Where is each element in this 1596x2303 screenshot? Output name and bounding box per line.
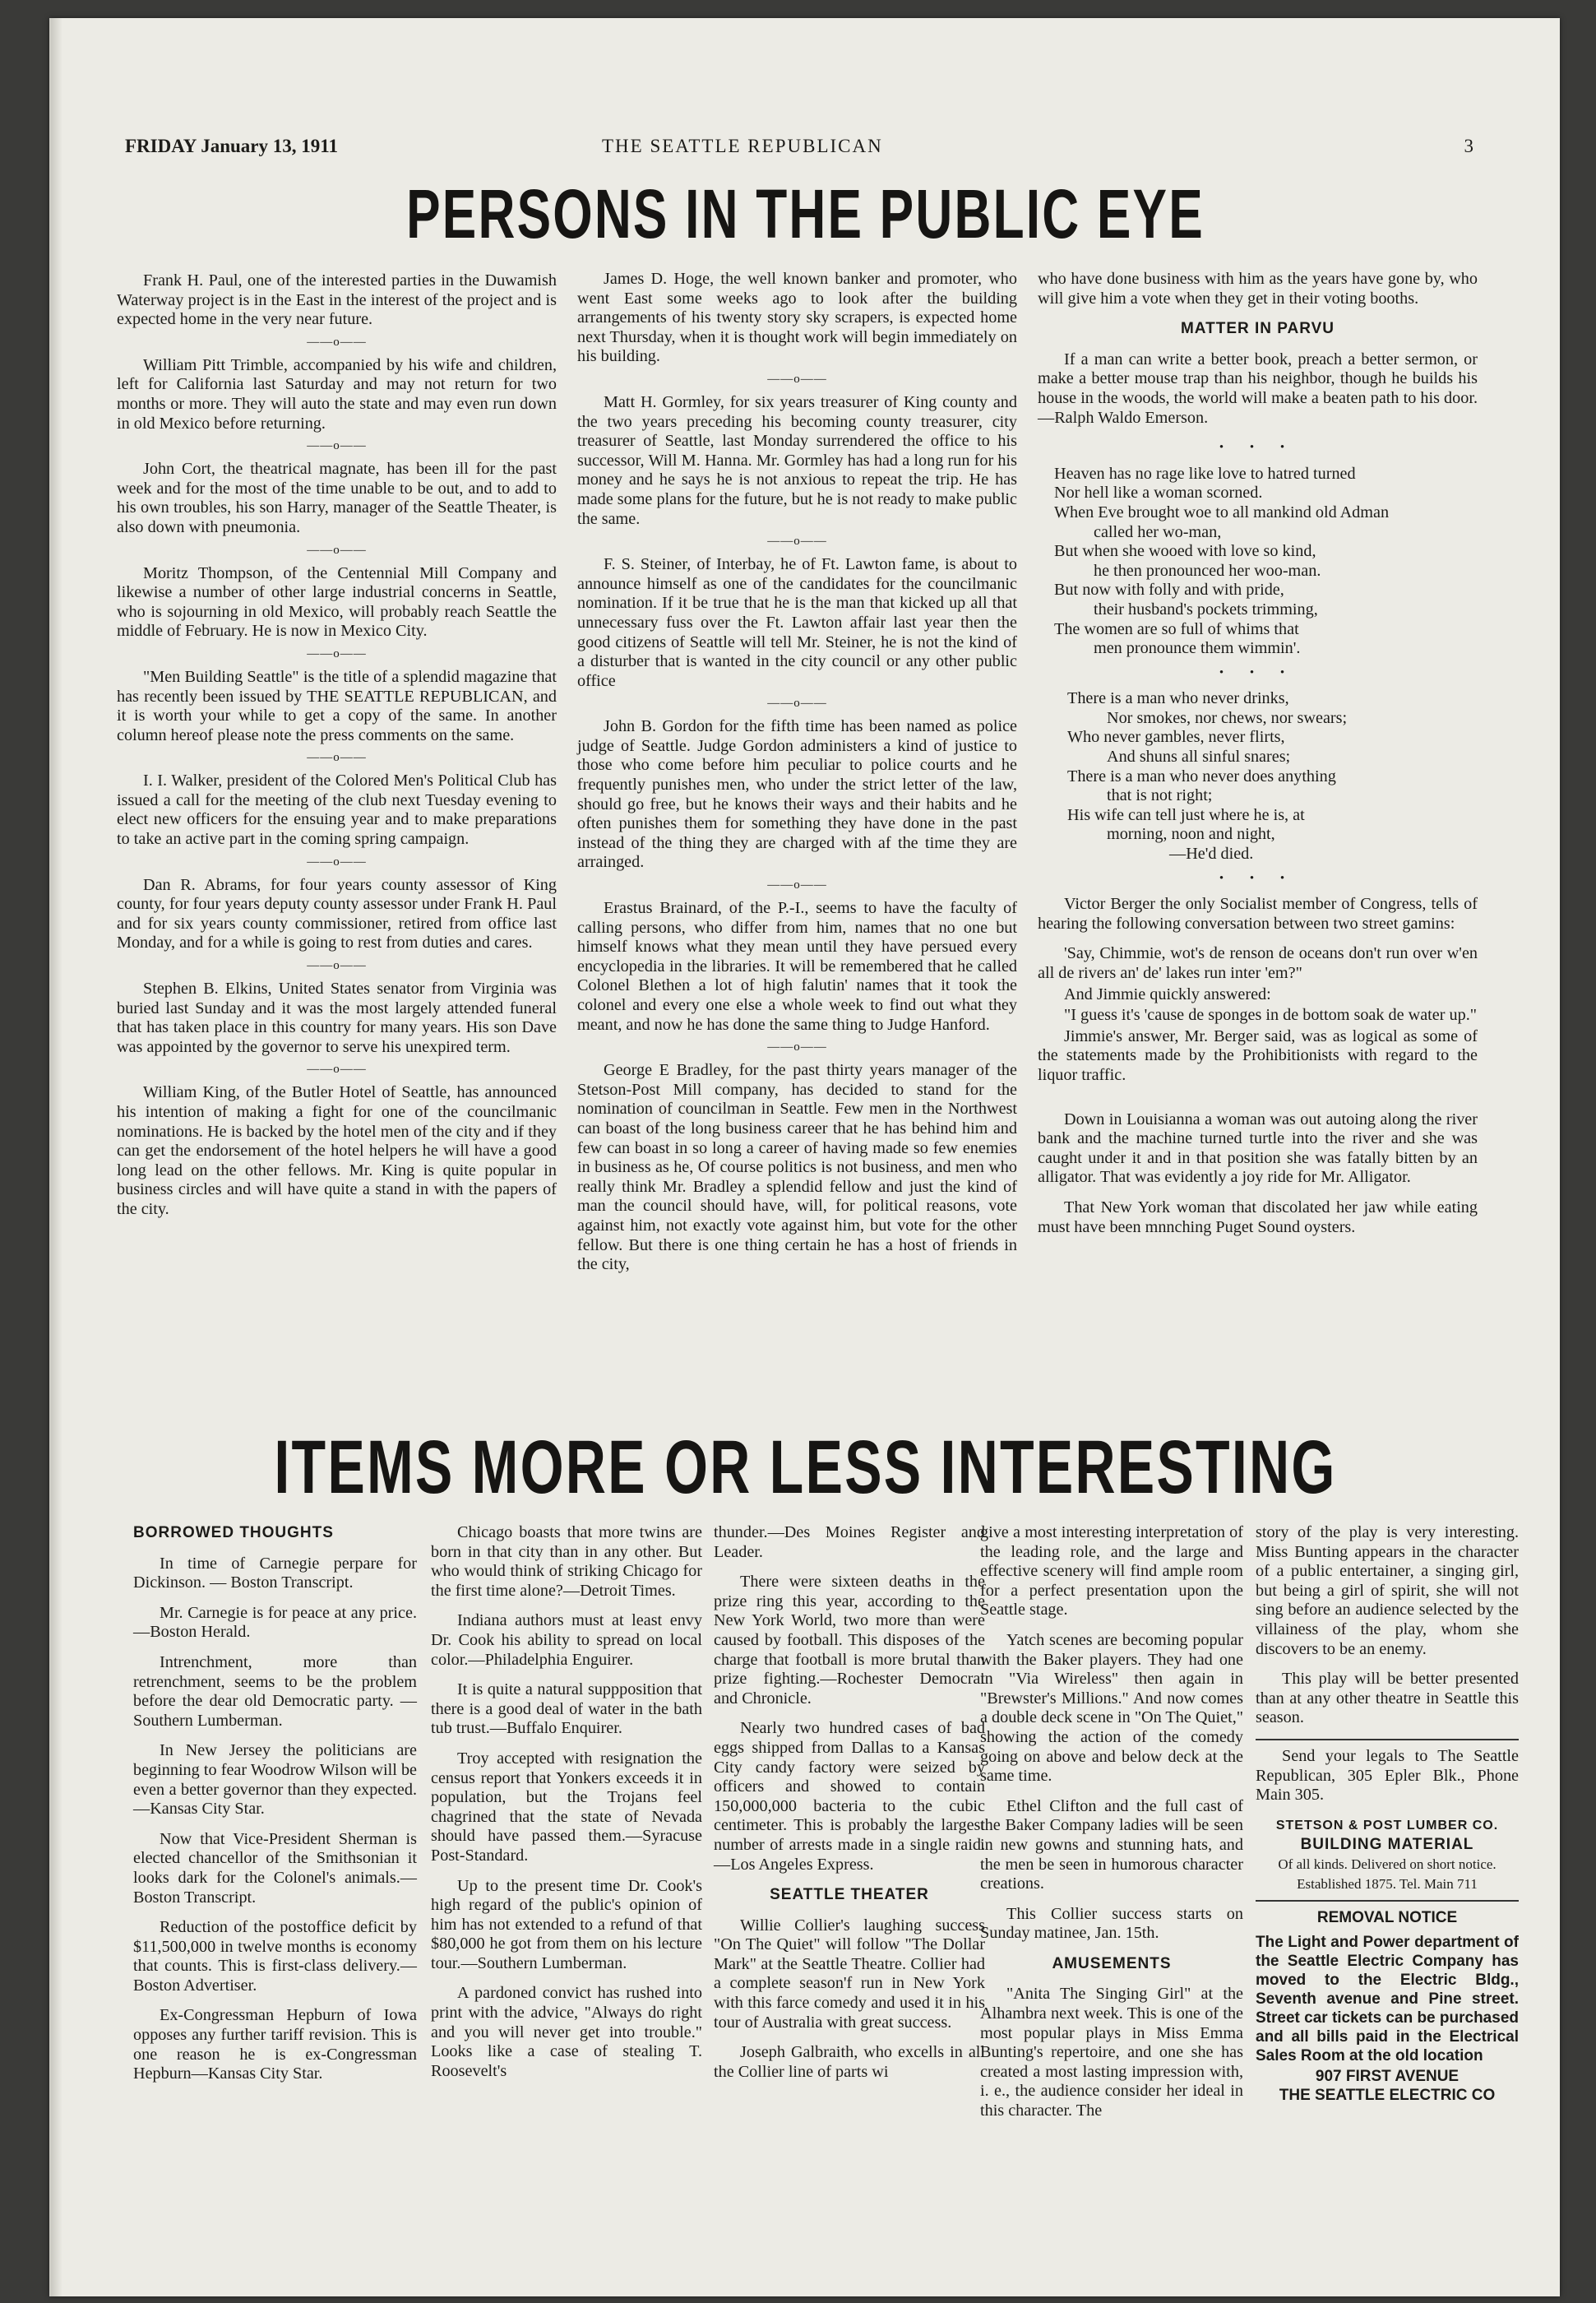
separator: ——o——: [307, 1063, 367, 1077]
column-subhead-borrowed-thoughts: BORROWED THOUGHTS: [133, 1524, 334, 1541]
page-fold-shadow: [51, 18, 62, 2296]
separator: ——o——: [307, 646, 367, 660]
persons-column-1: [117, 271, 557, 1230]
poem-line: His wife can tell just where he is, at: [1067, 805, 1305, 824]
poem-line: morning, noon and night,: [1107, 825, 1275, 844]
article-paragraph: Troy accepted with resignation the census report that Yonkers exceeds it in population, but the Trojans feel chagrined that the state of Nevada should have passed them.—Syracuse Post-Standard.: [431, 1749, 702, 1865]
article-paragraph: Erastus Brainard, of the P.-I., seems to have the faculty of calling persons, who differ from him, names that no one but himself knows what they mean until they have persued every encyclopedia in the libraries. It will be remembered that he called Colonel Blethen a lot of high falutin' names that it took the colonel and every one else a whole week to find out what they meant, and now he has done the same thing to Judge Hanford.: [577, 899, 1017, 1034]
article-paragraph: Intrenchment, more than retrenchment, seems to be the problem before the dear old Democratic party. — Southern Lumberman.: [133, 1652, 417, 1730]
poem-line: There is a man who never drinks,: [1067, 689, 1289, 708]
section-headline-items: ITEMS MORE OR LESS INTERESTING: [274, 1425, 1337, 1509]
article-paragraph: I. I. Walker, president of the Colored Men's Political Club has issued a call for the meeting of the club next Tuesday evening to elect new officers for the ensuing year and to make preparations to take an active part in the coming spring campaign.: [117, 772, 557, 849]
article-paragraph: George E Bradley, for the past thirty years manager of the Stetson-Post Mill company, has decided to stand for the nomination of councilman in Seattle. Few men in the Northwest can boast of the long business career that he has behind him and few can boast in so long a career of having made so few enemies in business as he, Of course politics is not business, and men who really think Mr. Bradley a splendid fellow and just the kind of man the council should have, will, for political reasons, vote against him, not exactly vote against him, but vote for the other fellow. But there is one thing certain he has a host of friends in the city,: [577, 1061, 1017, 1274]
persons-column-3: [1038, 270, 1478, 1248]
section-headline-persons: PERSONS IN THE PUBLIC EYE: [406, 175, 1205, 253]
poem-line: Who never gambles, never flirts,: [1067, 728, 1285, 747]
article-paragraph: thunder.—Des Moines Register and Leader.: [714, 1523, 985, 1561]
article-paragraph: "Anita The Singing Girl" at the Alhambra next week. This is one of the most popular plays in Miss Emma Bunting's repertoire, and one she has created a most lasting impression with, i. e., the audience consider her ideal in this character. The: [980, 1985, 1243, 2120]
poem-line: their husband's pockets trimming,: [1094, 600, 1318, 619]
article-paragraph: Stephen B. Elkins, United States senator from Virginia was buried last Sunday and it was the most largely attended funeral that has taken place in this country for many years. His son Dave was appointed by the governor to serve his unexpired term.: [117, 980, 557, 1056]
article-paragraph: Up to the present time Dr. Cook's high regard of the public's opinion of him has not extended to a refund of that $80,000 he got from them on his lecture tour.—Southern Lumberman.: [431, 1876, 702, 1972]
article-paragraph: John B. Gordon for the fifth time has been named as police judge of Seattle. Judge Gordon administers a kind of justice to those who come before him peculiar to police courts and he frequently punishes men, who under the strict letter of the law, should go free, but he knows their ways and their habits and he often punishes them for something they have done in the past instead of the thing they are charged with af the time they are arrainged.: [577, 717, 1017, 872]
persons-column-2: [577, 270, 1017, 1286]
article-paragraph: Indiana authors must at least envy Dr. Cook his ability to spread on local color.—Philadelphia Enguirer.: [431, 1611, 702, 1669]
poem-line: men pronounce them wimmin'.: [1094, 639, 1301, 658]
star-separator: • • •: [1219, 871, 1297, 885]
article-paragraph: In New Jersey the politicians are beginning to fear Woodrow Wilson will be even a better governor than they expected.—Kansas City Star.: [133, 1741, 417, 1819]
article-paragraph: who have done business with him as the years have gone by, who will give him a vote when they get in their voting booths.: [1038, 270, 1478, 308]
article-paragraph: John Cort, the theatrical magnate, has been ill for the past week and for the most of the time unable to be out, and to add to his own troubles, his son Harry, manager of the Seattle Theater, is also down with pneumonia.: [117, 460, 557, 536]
star-separator: • • •: [1219, 441, 1297, 455]
notice-head: REMOVAL NOTICE: [1316, 1909, 1458, 1927]
separator: ——o——: [767, 535, 827, 549]
poem-line: But when she wooed with love so kind,: [1054, 542, 1316, 561]
notice-body: The Light and Power department of the Seattle Electric Company has moved to the Electric Bldg., Seventh avenue and Pine street. Street car tickets can be purchased and all bills paid in the Electrical Sales Room at the old location: [1256, 1933, 1519, 2064]
article-paragraph: If a man can write a better book, preach a better sermon, or make a better mouse trap than his neighbor, though he builds his house in the woods, the world will make a beaten path to his door.—Ralph Waldo Emerson.: [1038, 350, 1478, 427]
article-paragraph: Frank H. Paul, one of the interested parties in the Duwamish Waterway project is in the East in the interest of the project and is expected home in the very near future.: [117, 271, 557, 329]
poem-line: that is not right;: [1107, 786, 1213, 805]
poem-line: When Eve brought woe to all mankind old Adman: [1054, 503, 1390, 521]
separator: ——o——: [767, 372, 827, 386]
notice-company: THE SEATTLE ELECTRIC CO: [1279, 2087, 1496, 2105]
article-paragraph: Victor Berger the only Socialist member of Congress, tells of hearing the following conversation between two street gamins:: [1038, 895, 1478, 933]
items-column-5: [1256, 1523, 1519, 2106]
article-paragraph: Reduction of the postoffice deficit by $11,500,000 in twelve months is economy that counts. This is first-class delivery.—Boston Advertiser.: [133, 1918, 417, 1995]
article-paragraph: This Collier success starts on Sunday matinee, Jan. 15th.: [980, 1904, 1243, 1943]
article-paragraph: In time of Carnegie perpare for Dickinson. — Boston Transcript.: [133, 1554, 417, 1592]
separator: ——o——: [307, 439, 367, 453]
poem-line: Nor smokes, nor chews, nor swears;: [1107, 708, 1348, 727]
separator: ——o——: [307, 855, 367, 869]
article-paragraph: And Jimmie quickly answered:: [1064, 985, 1271, 1003]
article-paragraph: Jimmie's answer, Mr. Berger said, was as logical as some of the statements made by the Prohibitionists with regard to the liquor traffic.: [1038, 1026, 1478, 1084]
items-column-3: [714, 1523, 985, 2092]
article-paragraph: William Pitt Trimble, accompanied by his wife and children, left for California last Saturday and may not return for two months or more. They will auto the state and may even run down in old Mexico before returning.: [117, 355, 557, 433]
article-paragraph: "Men Building Seattle" is the title of a splendid magazine that has recently been issued by THE SEATTLE REPUBLICAN, and it is worth your while to get a copy of the same. In another column hereof please note the press comments on the same.: [117, 667, 557, 744]
poem-line: Heaven has no rage like love to hatred turned: [1054, 464, 1356, 483]
article-paragraph: Nearly two hundred cases of bad eggs shipped from Dallas to a Kansas City candy factory were seized by officers and showed to contain 150,000,000 bacteria to the cubic centimeter. This is probably the largest number of arrests made in a single raid. —Los Angeles Express.: [714, 1719, 985, 1874]
article-paragraph: "I guess it's 'cause de sponges in de bottom soak de water up.": [1064, 1006, 1477, 1025]
article-paragraph: Chicago boasts that more twins are born in that city than in any other. But who would think of striking Chicago for the first time alone?—Detroit Times.: [431, 1523, 702, 1600]
article-paragraph: William King, of the Butler Hotel of Seattle, has announced his intention of making a fight for one of the councilmanic nominations. He is backed by the hotel men of the city and if they can get the endorsement of the hotel helpers he will have a good long lead on the other fellows. Mr. King is quite popular in business circles and will have quite a stand in with the papers of the city.: [117, 1083, 557, 1218]
separator: ——o——: [767, 1040, 827, 1054]
separator: ——o——: [307, 751, 367, 765]
separator: ——o——: [307, 959, 367, 973]
poem: [1038, 465, 1478, 659]
article-paragraph: That New York woman that discolated her jaw while eating must have been mnnching Puget Sound oysters.: [1038, 1198, 1478, 1236]
page-header: [125, 136, 1473, 169]
article-paragraph: 'Say, Chimmie, wot's de renson de oceans don't run over w'en all de rivers an' de' lakes run inter 'em?": [1038, 944, 1478, 982]
poem: [1038, 689, 1478, 864]
poem-line: he then pronounced her woo-man.: [1094, 561, 1321, 580]
divider: [1256, 1739, 1519, 1740]
items-column-1: [133, 1523, 417, 2095]
star-separator: • • •: [1219, 665, 1297, 679]
poem-line: The women are so full of whims that: [1054, 619, 1299, 638]
article-paragraph: Now that Vice-President Sherman is elected chancellor of the Smithsonian it looks dark for the Colonel's animals.—Boston Transcript.: [133, 1829, 417, 1907]
issue-date: FRIDAY January 13, 1911: [125, 136, 338, 156]
separator: ——o——: [767, 878, 827, 892]
article-paragraph: Ethel Clifton and the full cast of the Baker Company ladies will be seen in new gowns and stunning hats, and the men be seen in humorous character creations.: [980, 1796, 1243, 1893]
separator: ——o——: [307, 543, 367, 557]
article-paragraph: Moritz Thompson, of the Centennial Mill Company and likewise a number of other large industrial concerns in Seattle, who is sojourning in old Mexico, will probably reach Seattle the middle of February. He is now in Mexico City.: [117, 563, 557, 641]
article-paragraph: Ex-Congressman Hepburn of Iowa opposes any further tariff revision. This is one reason he is ex-Congressman Hepburn—Kansas City Star.: [133, 2006, 417, 2083]
page-number: 3: [1464, 136, 1473, 156]
article-paragraph: Yatch scenes are becoming popular with the Baker players. They had one in "Via Wireless" then again in "Brewster's Millions." And now comes a double deck scene in "On The Quiet," showing the action of the comedy going on above and below deck at the same time.: [980, 1630, 1243, 1786]
article-paragraph: story of the play is very interesting. Miss Bunting appears in the character of a public entertainer, a singing girl, but being a girl of spirit, she will not sing before an audience selected by the villainess of the play, whom she discovers to be an enemy.: [1256, 1523, 1519, 1658]
article-paragraph: Mr. Carnegie is for peace at any price.—Boston Herald.: [133, 1603, 417, 1642]
separator: ——o——: [307, 335, 367, 349]
poem-line: But now with folly and with pride,: [1054, 581, 1284, 600]
poem-line: —He'd died.: [1169, 845, 1254, 864]
article-paragraph: James D. Hoge, the well known banker and promoter, who went East some weeks ago to look after the building arrangements of his twenty story sky scrapers, is expected home next Thursday, when it is thought work will begin immediately on his building.: [577, 270, 1017, 366]
column-subhead-matter-in-parvu: MATTER IN PARVU: [1180, 320, 1335, 338]
ad-line: Of all kinds. Delivered on short notice.: [1278, 1856, 1497, 1872]
article-paragraph: Send your legals to The Seattle Republican, 305 Epler Blk., Phone Main 305.: [1256, 1746, 1519, 1805]
poem-line: And shuns all sinful snares;: [1107, 748, 1291, 767]
article-paragraph: Joseph Galbraith, who excells in all the Collier line of parts wi: [714, 2043, 985, 2081]
newspaper-page: [49, 18, 1560, 2296]
article-paragraph: Matt H. Gormley, for six years treasurer of King county and the two years preceding his becoming county treasurer, city treasurer of Seattle, last Monday surrendered the office to his successor, Will M. Hanna. Mr. Gormley has had a long run for his money and he says he is not anxious to repeat the trip. He has made some plans for the future, but he is not ready to make public the same.: [577, 392, 1017, 528]
paper-name: THE SEATTLE REPUBLICAN: [602, 136, 883, 156]
items-column-2: [431, 1523, 702, 2092]
column-subhead-amusements: AMUSEMENTS: [1052, 1954, 1172, 1972]
article-paragraph: It is quite a natural suppposition that there is a good deal of water in the bath tub trust.—Buffalo Enquirer.: [431, 1680, 702, 1738]
ad-line: Established 1875. Tel. Main 711: [1297, 1875, 1478, 1892]
article-paragraph: Willie Collier's laughing success "On The Quiet" will follow "The Dollar Mark" at the Seattle Theatre. Collier had a complete season'f run in New York with this farce comedy and used it in his tour of Australia with great success.: [714, 1916, 985, 2032]
lumber-advertisement: [1256, 1816, 1519, 1893]
items-column-4: [980, 1523, 1243, 2132]
poem-line: called her wo-man,: [1094, 522, 1222, 541]
article-paragraph: Down in Louisianna a woman was out autoing along the river bank and the machine turned turtle into the river and she was caught under it and in that position she was fatally bitten by an alligator. That was evidently a joy ride for Mr. Alligator.: [1038, 1110, 1478, 1187]
article-paragraph: This play will be better presented than at any other theatre in Seattle this season.: [1256, 1670, 1519, 1727]
column-subhead-seattle-theater: SEATTLE THEATER: [770, 1886, 929, 1904]
article-paragraph: F. S. Steiner, of Interbay, he of Ft. Lawton fame, is about to announce himself as one of the candidates for the councilmanic nomination. If it be true that he is the man that kicked up all that unnecessary fuss over the Ft. Lawton affair last year then the good citizens of Seattle will tell Mr. Steiner, he is not the kind of a disturber that is wanted in the city council or any other public office: [577, 555, 1017, 690]
separator: ——o——: [767, 697, 827, 711]
ad-title: BUILDING MATERIAL: [1300, 1836, 1474, 1854]
poem-line: Nor hell like a woman scorned.: [1054, 484, 1263, 503]
divider: [1256, 1900, 1519, 1902]
article-paragraph: give a most interesting interpretation of the leading role, and the large and effective scenery will find ample room for a perfect presentation upon the Seattle stage.: [980, 1523, 1243, 1620]
article-paragraph: Dan R. Abrams, for four years county assessor of King county, for four years deputy county assessor under Frank H. Paul and for six years county commissioner, retired from office last Monday, and for a while is going to rest from duties and cares.: [117, 875, 557, 952]
ad-company-name: STETSON & POST LUMBER CO.: [1275, 1818, 1499, 1833]
article-paragraph: There were sixteen deaths in the prize ring this year, according to the New York World, two more than were caused by football. This disposes of the charge that football is more brutal than prize fighting.—Rochester Democrat and Chronicle.: [714, 1573, 985, 1708]
article-paragraph: A pardoned convict has rushed into print with the advice, "Always do right and you will never get into trouble." Looks like a case of stealing T. Roosevelt's: [431, 1984, 702, 2080]
poem-line: There is a man who never does anything: [1067, 767, 1336, 785]
notice-address: 907 FIRST AVENUE: [1315, 2067, 1460, 2085]
